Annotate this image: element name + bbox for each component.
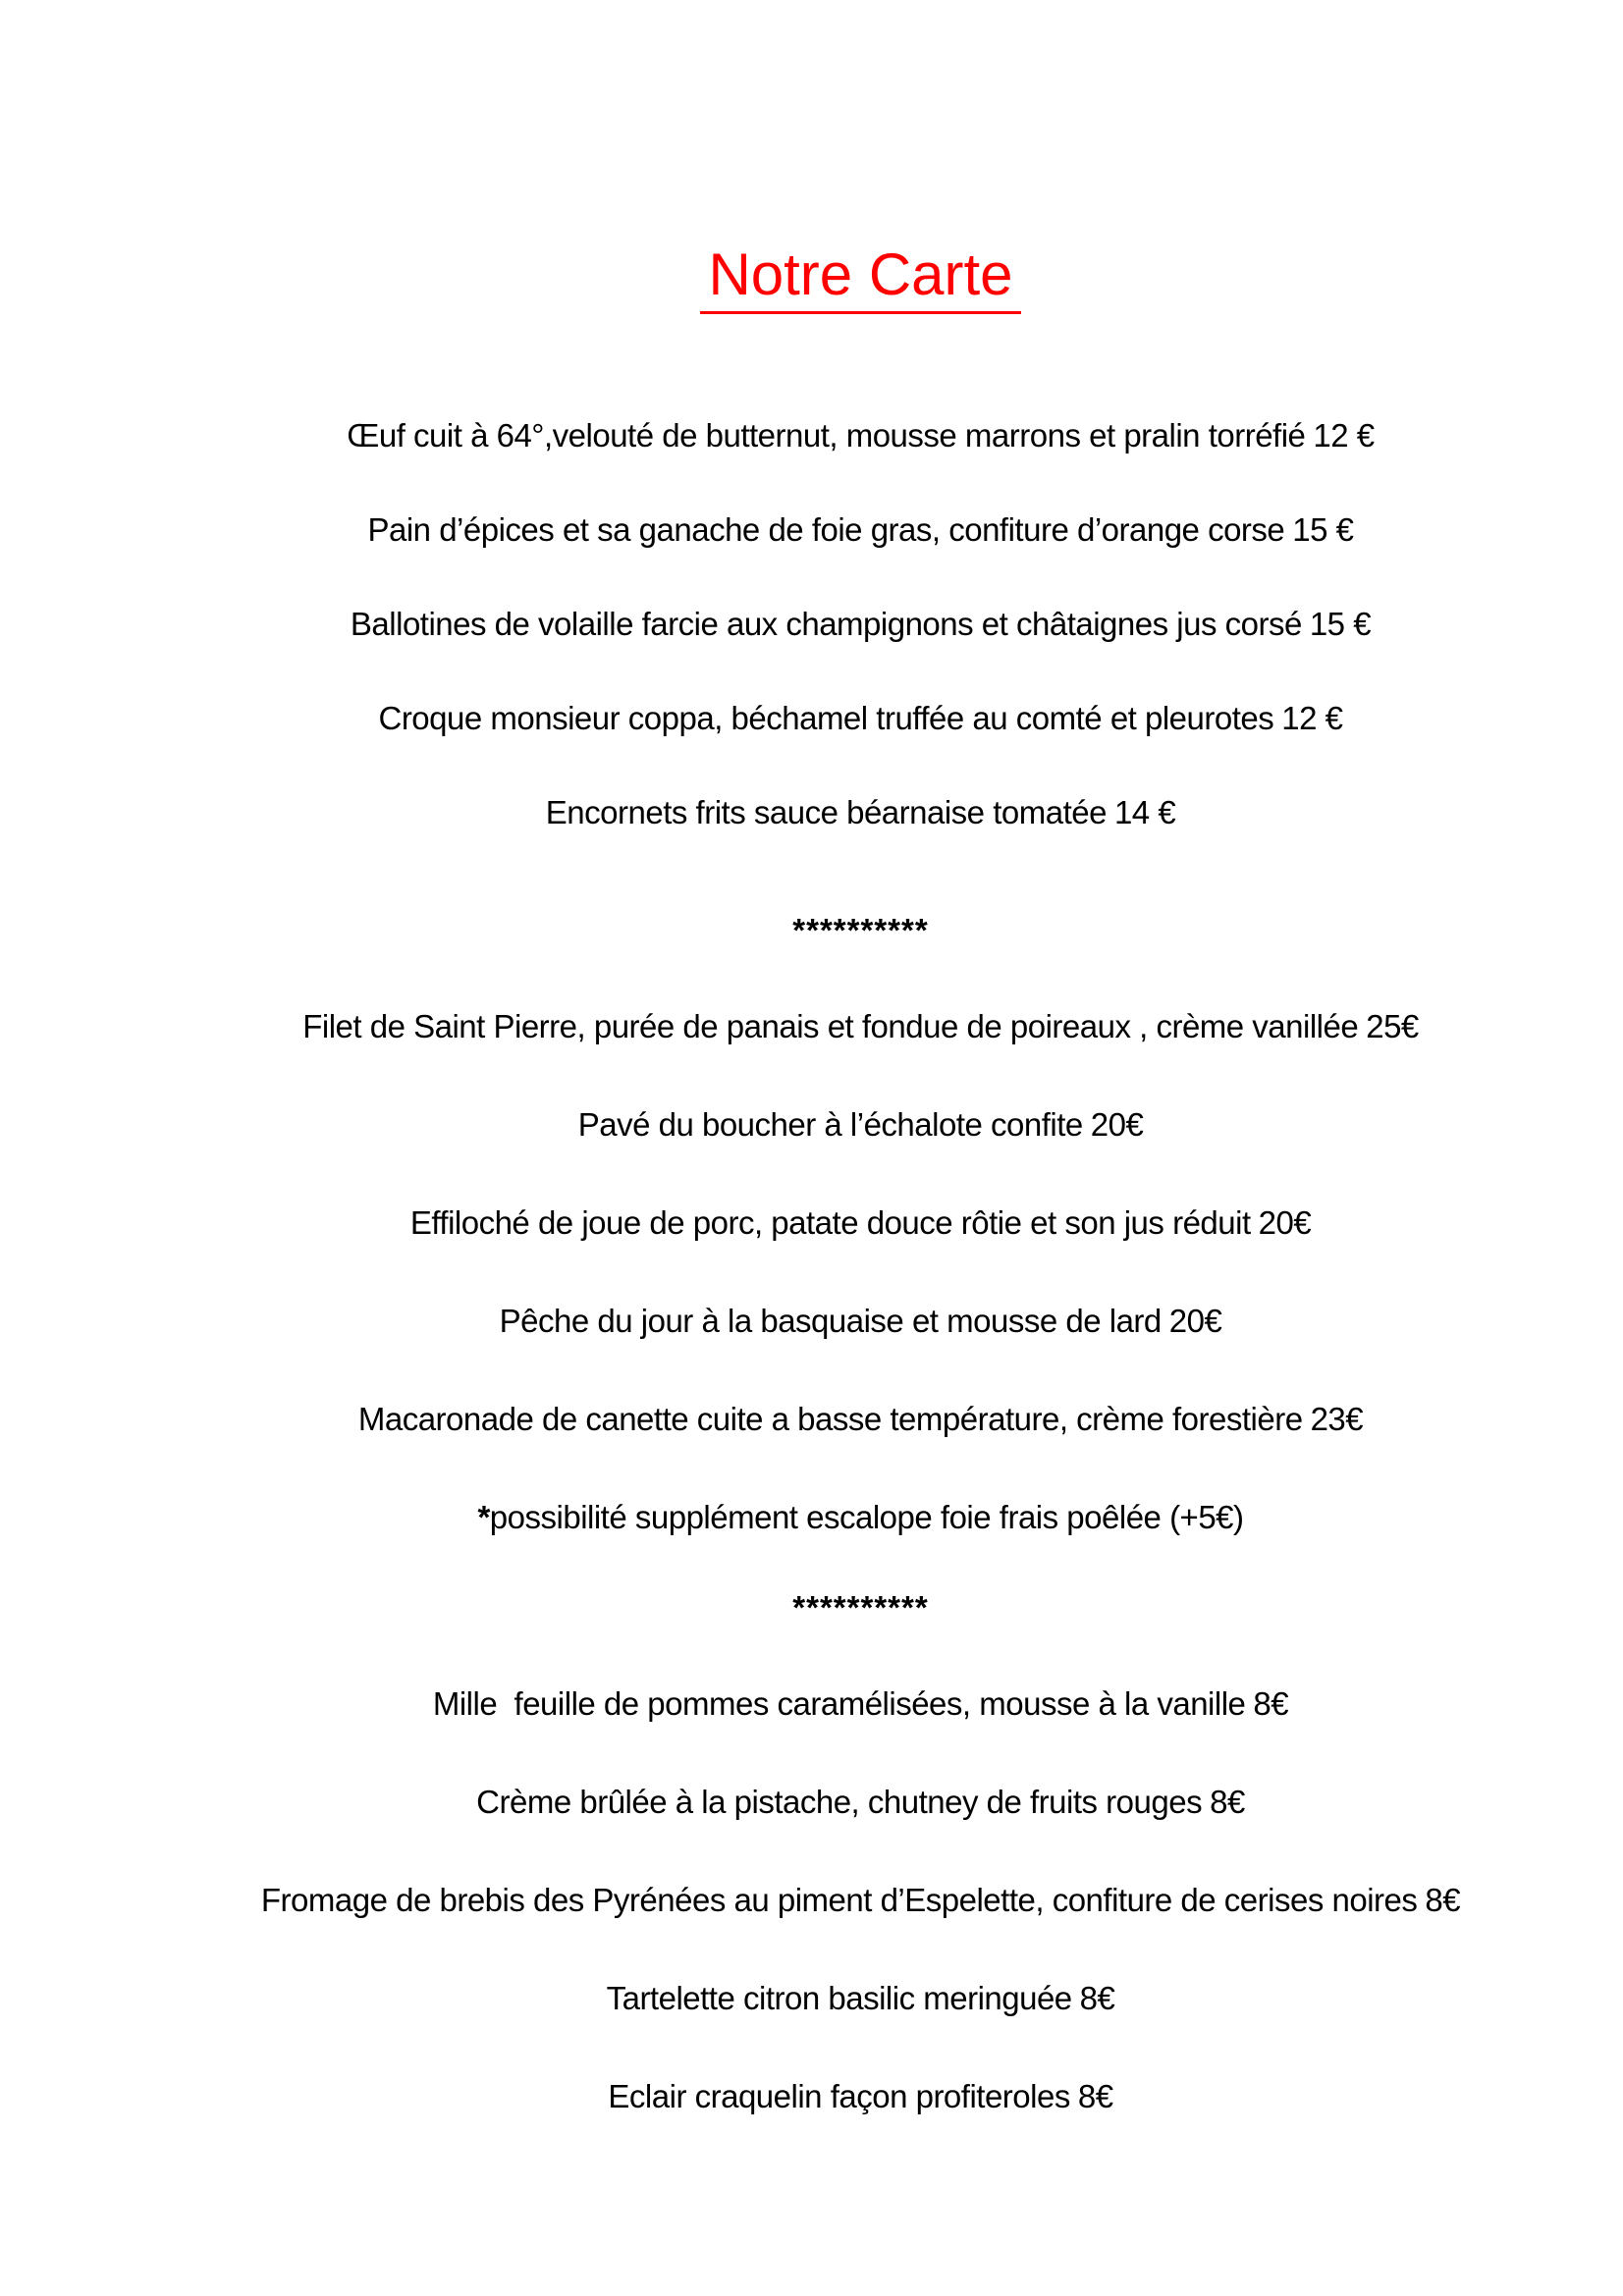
item-price: 15 € bbox=[1309, 606, 1372, 642]
item-price: 15 € bbox=[1292, 511, 1354, 548]
item-text: Pavé du boucher à l’échalote confite bbox=[577, 1106, 1083, 1143]
item-text: Œuf cuit à 64°,velouté de butternut, mousse marrons et pralin torréfié bbox=[347, 417, 1306, 454]
item-price: 20€ bbox=[1258, 1204, 1312, 1241]
menu-item bbox=[98, 483, 1623, 577]
item-price: 20€ bbox=[1168, 1303, 1222, 1339]
menu-item bbox=[98, 577, 1623, 671]
item-price: 8€ bbox=[1079, 1980, 1115, 2016]
menu-item bbox=[98, 1076, 1623, 1174]
item-text: Mille feuille de pommes caramélisées, mousse à la vanille bbox=[432, 1685, 1246, 1722]
item-price: 12 € bbox=[1313, 417, 1375, 454]
menu-item bbox=[98, 1370, 1623, 1468]
item-text: Effiloché de joue de porc, patate douce rôtie et son jus réduit bbox=[409, 1204, 1251, 1241]
item-price: 8€ bbox=[1253, 1685, 1289, 1722]
menu-item bbox=[98, 2048, 1623, 2146]
menu-item bbox=[98, 766, 1623, 860]
menu-item bbox=[98, 1174, 1623, 1272]
menu-item bbox=[98, 1753, 1623, 1851]
section-separator: ********** bbox=[792, 912, 929, 948]
menu-item bbox=[98, 671, 1623, 766]
menu-item bbox=[98, 1851, 1623, 1949]
item-price: 8€ bbox=[1425, 1882, 1461, 1918]
item-price: 25€ bbox=[1366, 1008, 1419, 1044]
section-mains bbox=[98, 978, 1623, 1567]
section-separator: ********** bbox=[792, 1589, 929, 1626]
menu-item bbox=[98, 978, 1623, 1076]
item-price: 20€ bbox=[1090, 1106, 1144, 1143]
item-price: 8€ bbox=[1077, 2078, 1113, 2114]
page-title bbox=[98, 240, 1623, 314]
item-text: Pêche du jour à la basquaise et mousse de lard bbox=[499, 1303, 1162, 1339]
item-price: 8€ bbox=[1210, 1784, 1245, 1820]
item-text: Tartelette citron basilic meringuée bbox=[606, 1980, 1072, 2016]
item-text: Pain d’épices et sa ganache de foie gras, confiture d’orange corse bbox=[367, 511, 1285, 548]
item-text: Eclair craquelin façon profiteroles bbox=[608, 2078, 1070, 2114]
item-text: Macaronade de canette cuite a basse température, crème forestière bbox=[357, 1401, 1303, 1437]
note-asterisk: * bbox=[477, 1499, 490, 1535]
item-text: Ballotines de volaille farcie aux champignons et châtaignes jus corsé bbox=[350, 606, 1302, 642]
menu-item bbox=[98, 1272, 1623, 1370]
item-text: Filet de Saint Pierre, purée de panais et fondue de poireaux , crème vanillée bbox=[302, 1008, 1359, 1044]
section-desserts bbox=[98, 1655, 1623, 2146]
menu-note bbox=[98, 1468, 1623, 1567]
item-price: 14 € bbox=[1113, 794, 1176, 830]
menu-item bbox=[98, 389, 1623, 483]
item-text: Croque monsieur coppa, béchamel truffée au comté et pleurotes bbox=[378, 700, 1274, 736]
menu-item bbox=[98, 1655, 1623, 1753]
note-text: possibilité supplément escalope foie frais poêlée (+5€) bbox=[489, 1499, 1244, 1535]
item-price: 12 € bbox=[1281, 700, 1343, 736]
item-price: 23€ bbox=[1310, 1401, 1364, 1437]
item-text: Crème brûlée à la pistache, chutney de fruits rouges bbox=[476, 1784, 1203, 1820]
menu-item bbox=[98, 1949, 1623, 2048]
page-title-text: Notre Carte bbox=[700, 240, 1020, 314]
item-text: Fromage de brebis des Pyrénées au piment d’Espelette, confiture de cerises noires bbox=[260, 1882, 1418, 1918]
item-text: Encornets frits sauce béarnaise tomatée bbox=[545, 794, 1107, 830]
section-starters bbox=[98, 389, 1623, 860]
